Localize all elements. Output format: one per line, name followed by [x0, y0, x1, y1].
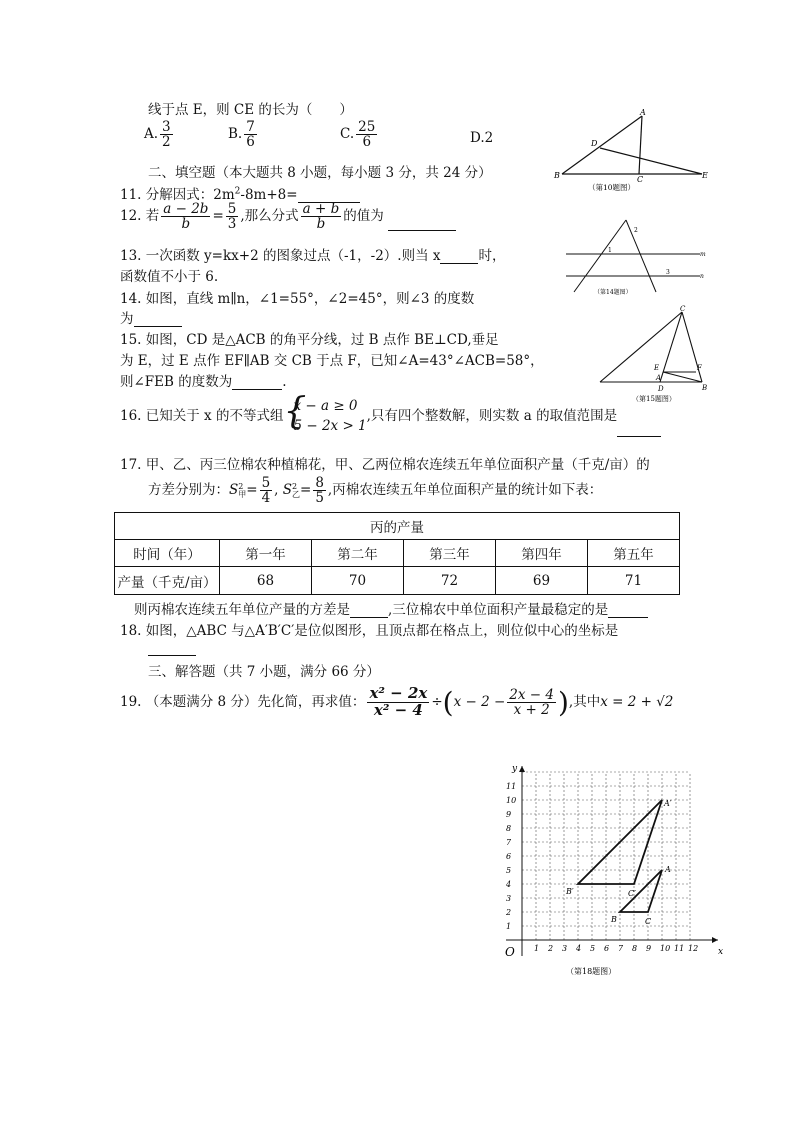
q17-after — [134, 598, 648, 618]
figure-18-caption: （第18题图） — [566, 967, 617, 976]
q19-frac-2 — [507, 688, 556, 717]
frac-den: 5 — [315, 490, 324, 507]
y-axis-label: y — [512, 764, 518, 774]
frac-num: 3 — [162, 119, 171, 135]
q13-text-a: 13. 一次函数 y=kx+2 的图象过点（-1，-2）.则当 x — [120, 248, 441, 264]
q19-cond: x = 2 + √2 — [600, 694, 674, 710]
q17-frac-2 — [313, 476, 326, 505]
q17-blank-1[interactable] — [350, 617, 388, 618]
option-c-label: C. — [340, 126, 355, 143]
pt-b-prime: B′ — [566, 887, 574, 896]
q19-prefix: 19. （本题满分 8 分）先化简，再求值： — [120, 694, 366, 710]
y-tick-label: 11 — [506, 782, 517, 791]
q15-prefix: 则∠FEB 的度数为 — [120, 374, 233, 390]
option-a-label: A. — [144, 126, 159, 143]
y-tick-label: 2 — [506, 908, 512, 917]
pt-e: E — [702, 171, 708, 180]
pt-b: B — [554, 171, 560, 180]
frac-den: x² − 4 — [373, 701, 423, 719]
frac-den: 4 — [261, 490, 271, 507]
line-m: m — [700, 251, 706, 258]
q12-prefix: 12. 若 — [120, 208, 160, 225]
figure-14 — [556, 214, 706, 298]
figure-15-caption: （第15题图） — [632, 395, 676, 403]
sub: 乙 — [292, 489, 300, 499]
y-tick-label: 8 — [506, 824, 512, 833]
x-tick-label: 5 — [590, 944, 596, 953]
x-tick-label: 2 — [548, 944, 554, 953]
frac-den: b — [181, 216, 191, 233]
q17-frac-1 — [260, 476, 273, 505]
table-header: 第五年 — [588, 540, 680, 567]
q10-option-c[interactable] — [340, 120, 379, 149]
frac-num: x² − 2x — [369, 684, 428, 703]
q15-line-1: 15. 如图，CD 是△ACB 的角平分线，过 B 点作 BE⊥CD,垂足 — [120, 332, 499, 348]
pt-a: A — [665, 865, 671, 874]
q13-line-2: 函数值不小于 6. — [120, 269, 219, 285]
q16-system — [283, 391, 367, 437]
line-n: n — [700, 273, 704, 280]
angle-3: 3 — [666, 269, 670, 276]
sup: 2 — [238, 482, 244, 492]
x-tick-label: 10 — [660, 944, 671, 953]
s-jia: S — [229, 482, 239, 499]
option-b-fraction — [244, 120, 257, 149]
s-yi: S — [282, 482, 292, 499]
q18-blank[interactable] — [148, 640, 196, 656]
origin-label: O — [505, 945, 515, 959]
q17-line-1: 17. 甲、乙、丙三位棉农种植棉花，甲、乙两位棉农连续五年单位面积产量（千克/亩）的 — [120, 457, 650, 473]
frac-num: 8 — [315, 475, 324, 491]
pt-f: F — [697, 364, 702, 372]
q10-option-a[interactable] — [144, 119, 175, 151]
frac-den: 2 — [162, 134, 171, 151]
y-tick-label: 6 — [506, 852, 512, 861]
section-2-heading: 二、填空题（本大题共 8 小题，每小题 3 分，共 24 分） — [148, 165, 492, 181]
x-tick-label: 6 — [604, 944, 610, 953]
angle-2: 2 — [634, 227, 638, 234]
frac-num: a − 2b — [163, 201, 209, 217]
figure-14-caption: （第14题图） — [594, 289, 632, 296]
pt-a: A — [656, 374, 662, 382]
q12-frac-2 — [226, 202, 239, 231]
row-label: 产量（千克/亩） — [115, 567, 220, 595]
q17-blank-2[interactable] — [608, 617, 648, 618]
q11-suffix: -8m+8= — [240, 187, 298, 203]
y-tick-label: 10 — [506, 796, 517, 805]
q11-prefix: 11. 分解因式：2m — [120, 187, 235, 203]
q15-end: . — [282, 374, 287, 390]
q18-line-1: 18. 如图，△ABC 与△A′B′C′是位似图形，且顶点都在格点上，则位似中心的坐标是 — [120, 623, 619, 639]
q12-eq: = — [212, 208, 224, 225]
q17-after-a: 则丙棉农连续五年单位产量的方差是 — [134, 602, 350, 618]
figure-10-caption: （第10题图） — [588, 183, 636, 192]
pt-c: C — [645, 917, 652, 926]
figure-15 — [596, 304, 712, 404]
pt-c-prime: C′ — [628, 889, 636, 898]
frac-num: a + b — [302, 201, 340, 217]
table-header: 第二年 — [312, 540, 404, 567]
s-jia-scripts — [238, 483, 246, 497]
q11 — [120, 183, 360, 203]
option-a-fraction — [160, 120, 173, 149]
table-row — [115, 567, 680, 595]
q17-text-b: ,丙棉农连续五年单位面积产量的统计如下表： — [327, 482, 603, 499]
angle-1: 1 — [608, 247, 612, 254]
x-axis-label: x — [718, 947, 724, 957]
pt-a-prime: A′ — [664, 799, 672, 808]
frac-num: 5 — [227, 201, 237, 217]
table-cell: 71 — [588, 567, 680, 595]
y-tick-label: 3 — [506, 894, 512, 903]
frac-den: x + 2 — [513, 702, 550, 718]
q17-after-b: ,三位棉农中单位面积产量最稳定的是 — [388, 602, 609, 618]
pt-b: B — [611, 915, 617, 924]
q13-text-b: 时， — [478, 248, 506, 264]
frac-den: 6 — [246, 134, 255, 151]
figure-18-grid — [486, 760, 726, 982]
q17-text-a: 方差分别为： — [148, 482, 229, 499]
y-tick-label: 5 — [506, 866, 512, 875]
pt-d: D — [658, 385, 664, 393]
q15-line-2: 为 E，过 E 点作 EF∥AB 交 CB 于点 F，已知∠A=43°∠ACB=58°， — [120, 353, 544, 369]
q12-blank[interactable] — [388, 230, 456, 231]
x-tick-label: 4 — [576, 944, 582, 953]
y-ticks — [505, 782, 516, 931]
q10-option-b[interactable] — [228, 120, 259, 149]
x-tick-label: 7 — [618, 944, 624, 953]
table-cell: 68 — [220, 567, 312, 595]
frac-num: 5 — [261, 475, 271, 491]
q13-blank[interactable] — [440, 263, 478, 264]
option-b-label: B. — [228, 126, 243, 143]
q16-prefix: 16. 已知关于 x 的不等式组 — [120, 407, 284, 424]
q15-blank[interactable] — [232, 389, 282, 390]
q16 — [120, 391, 661, 437]
y-tick-label: 1 — [506, 922, 512, 931]
q10-text: 线于点 E，则 CE 的长为（ ） — [148, 102, 353, 118]
ineq-1: x − a ≥ 0 — [293, 398, 358, 414]
ineq-2: 5 − 2x > 1 — [293, 418, 367, 435]
x-tick-label: 8 — [632, 944, 638, 953]
frac-den: 3 — [227, 216, 237, 233]
pt-c: C — [637, 175, 644, 184]
q12-frac-3 — [301, 202, 342, 231]
q12 — [120, 202, 456, 231]
option-c-fraction — [356, 120, 377, 149]
paren-right-icon: ) — [557, 686, 569, 719]
pt-e: E — [654, 364, 660, 372]
q14-prefix: 为 — [120, 311, 134, 327]
q12-frac-1 — [161, 202, 210, 231]
brace-icon: { — [283, 391, 307, 432]
s-yi-scripts — [292, 483, 300, 497]
q16-suffix: ,只有四个整数解，则实数 a 的取值范围是 — [366, 407, 618, 424]
table-header: 时间（年） — [115, 540, 220, 567]
frac-den: 6 — [362, 134, 372, 151]
y-tick-label: 9 — [506, 810, 512, 819]
sup: 2 — [292, 482, 298, 492]
y-tick-label: 7 — [506, 838, 512, 847]
pt-d: D — [591, 139, 598, 148]
q19-div: ÷ — [431, 694, 443, 710]
q19-suffix: ,其中 — [568, 694, 601, 710]
q15-line-3 — [120, 370, 287, 390]
q16-blank[interactable] — [617, 436, 661, 437]
frac-den: b — [316, 216, 326, 233]
q19-frac-1 — [367, 686, 429, 719]
table-cell: 70 — [312, 567, 404, 595]
q19-inner: x − 2 − — [453, 694, 506, 710]
section-3-heading: 三、解答题（共 7 小题，满分 66 分） — [148, 664, 380, 680]
x-tick-label: 3 — [562, 944, 568, 953]
q12-mid: ,那么分式 — [240, 208, 299, 225]
q14-line-2 — [120, 307, 182, 327]
x-tick-label: 9 — [646, 944, 652, 953]
x-tick-label: 12 — [688, 944, 699, 953]
q14-blank[interactable] — [134, 326, 182, 327]
x-ticks — [534, 944, 698, 953]
paren-left-icon: ( — [442, 686, 454, 719]
x-tick-label: 11 — [674, 944, 685, 953]
table-cell: 69 — [496, 567, 588, 595]
pt-c: C — [680, 305, 686, 313]
table-header: 第三年 — [404, 540, 496, 567]
table-header: 第一年 — [220, 540, 312, 567]
frac-num: 7 — [246, 119, 255, 135]
x-tick-label: 1 — [534, 944, 540, 953]
q19 — [120, 686, 673, 719]
pt-b: B — [702, 384, 708, 392]
q13-line-1 — [120, 244, 505, 264]
q17-line-2: 方差分别为：S 2 甲 = $\frac{5}{4}$ , S 2 乙 = $\frac{8}{5}$ ,丙棉农连续五年单位面积产量的统计如下表： — [148, 475, 603, 507]
frac-num: 25 — [358, 119, 376, 135]
q12-suffix: 的值为 — [343, 208, 384, 225]
figure-10 — [552, 106, 712, 192]
table-header: 第四年 — [496, 540, 588, 567]
table-header-row — [115, 540, 680, 567]
pt-a: A — [640, 108, 646, 117]
table-title: 丙的产量 — [115, 513, 680, 540]
q10-options — [144, 120, 175, 149]
sub: 甲 — [238, 489, 247, 499]
q10-option-d[interactable]: D.2 — [470, 130, 494, 146]
triangle-abc — [620, 870, 662, 912]
q11-sup: 2 — [234, 186, 241, 197]
production-table — [114, 512, 680, 595]
q14-line-1: 14. 如图，直线 m∥n，∠1=55°，∠2=45°，则∠3 的度数 — [120, 291, 475, 307]
y-tick-label: 4 — [506, 880, 512, 889]
table-cell: 72 — [404, 567, 496, 595]
frac-num: 2x − 4 — [509, 686, 554, 703]
